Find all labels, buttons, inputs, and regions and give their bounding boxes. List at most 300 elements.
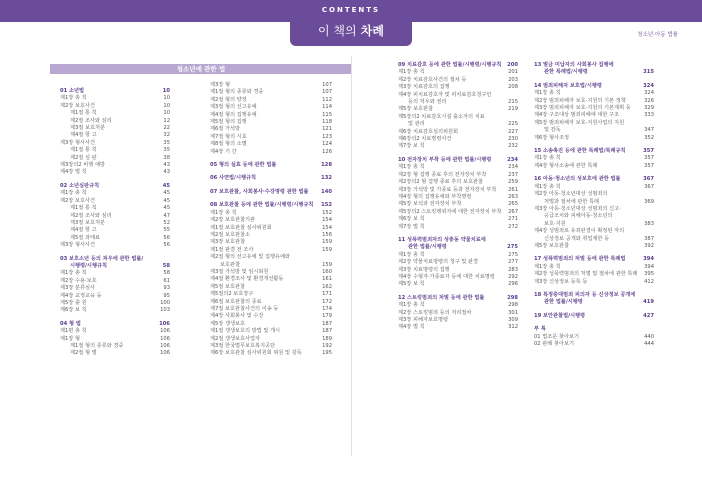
toc-page-number: 237 (508, 171, 518, 178)
toc-label: 관한 법률/시행령 (408, 244, 447, 251)
page-title (290, 22, 412, 39)
toc-page-number: 215 (508, 99, 518, 106)
toc-entry (398, 259, 518, 266)
toc-page-number: 189 (322, 335, 332, 342)
toc-page-number: 45 (163, 205, 170, 212)
toc-label: 제4장 교정교육 등 (60, 292, 102, 299)
toc-entry (398, 209, 518, 216)
toc-page-number: 357 (644, 155, 654, 162)
toc-label: 제5장 보호관찰 (398, 106, 434, 113)
toc-entry (534, 213, 654, 220)
toc-page-number: 298 (508, 302, 518, 309)
toc-label: 제1장 총 칙 (210, 209, 237, 216)
toc-page-number: 427 (643, 312, 654, 319)
toc-label: 10 전자장치 부착 등에 관한 법률/시행령 (398, 156, 492, 163)
toc-entry (60, 118, 170, 125)
toc-entry (60, 155, 170, 162)
toc-entry (398, 324, 518, 331)
toc-page-number: 10 (163, 102, 170, 109)
toc-page-number: 394 (643, 256, 654, 263)
toc-page-number (650, 206, 654, 213)
toc-page-number: 124 (322, 141, 332, 148)
toc-label: 제2장 보호관찰기관 (210, 217, 256, 224)
toc-label: 13 벌금 미납자의 사회봉사 집행에 (534, 62, 614, 68)
toc-label: 제6장 보 칙 (398, 216, 425, 223)
toc-entry (210, 276, 332, 283)
toc-page-number: 219 (508, 106, 518, 113)
toc-label: 시행령/시행규칙 (70, 262, 107, 269)
toc-entry (398, 310, 518, 317)
toc-label: 제2장 형 집행 종료 후의 전자장치 부착 (398, 171, 487, 178)
toc-page-number: 444 (644, 341, 654, 347)
toc-entry (60, 285, 170, 292)
toc-entry (60, 132, 170, 139)
toc-section (534, 69, 654, 76)
toc-page-number: 271 (508, 216, 518, 223)
toc-label: 제2장 범죄피해자 보호·지원의 기본 정책 (534, 97, 626, 104)
toc-page-number: 234 (507, 156, 518, 163)
toc-label: 제4장 구조대상 범죄피해에 대한 구조 (534, 112, 620, 119)
toc-entry (534, 228, 654, 235)
toc-page-number: 114 (322, 104, 332, 111)
toc-entry (60, 198, 170, 205)
toc-page-number: 55 (163, 227, 170, 234)
toc-label: 제4장 수형자·가종료자 등에 대한 치료명령 (398, 273, 495, 280)
toc-entry (210, 239, 332, 246)
toc-page-number: 132 (321, 175, 332, 182)
toc-label: 제4장 벌 칙 (398, 324, 425, 331)
toc-entry (398, 121, 518, 128)
toc-label: 17 성폭력범죄의 처벌 등에 관한 특례법 (534, 256, 626, 263)
toc-page-number: 230 (508, 136, 518, 143)
toc-page-number: 383 (644, 220, 654, 227)
toc-section (534, 256, 654, 263)
toc-entry (534, 98, 654, 105)
toc-label: 09 치료감호 등에 관한 법률/시행령/시행규칙 (398, 62, 502, 68)
toc-page-number: 283 (508, 266, 518, 273)
toc-page-number (650, 120, 654, 127)
toc-section (534, 299, 654, 306)
toc-entry (210, 217, 332, 224)
toc-page-number: 203 (508, 76, 518, 83)
toc-label: 01 소년법 (60, 88, 85, 94)
toc-section (398, 244, 518, 251)
top-right-note: 청소년·아동 법률 (637, 32, 678, 38)
toc-label: 제5절 보호관찰 (210, 283, 246, 290)
toc-page-number: 265 (508, 201, 518, 208)
toc-label: 제6장 치료감호심의위원회 (398, 128, 459, 135)
toc-page-number: 179 (322, 313, 332, 320)
toc-label: 제1장 총 칙 (398, 164, 425, 171)
toc-label: 제1절 판결 전 조사 (210, 246, 254, 253)
toc-entry (60, 147, 170, 154)
toc-page-number: 10 (163, 95, 170, 102)
toc-label: 제3장 분류심사 (60, 285, 96, 292)
toc-entry (534, 135, 654, 142)
toc-label: 04 형 법 (60, 320, 81, 327)
toc-page-number: 32 (163, 132, 170, 139)
toc-label: 제2장 보호사건 (60, 197, 96, 204)
toc-label: 제1장 총 칙 (60, 190, 87, 197)
toc-page-number (328, 254, 332, 261)
toc-page-number: 123 (322, 133, 332, 140)
toc-entry (398, 179, 518, 186)
toc-entry (60, 213, 170, 220)
toc-label: 제5장의2 스토킹행위자에 대한 전자장치 부착 (398, 208, 502, 215)
toc-page-number: 232 (508, 143, 518, 150)
toc-entry (534, 155, 654, 162)
toc-page-number: 128 (321, 162, 332, 169)
toc-entry (210, 225, 332, 232)
toc-page-number: 118 (322, 119, 332, 126)
toc-page-number: 347 (644, 127, 654, 134)
toc-entry (534, 127, 654, 134)
toc-section (210, 202, 332, 209)
toc-entry (60, 205, 170, 212)
toc-page-number: 275 (507, 244, 518, 251)
toc-page-number: 126 (322, 148, 332, 155)
toc-label: 보호·지원 (544, 220, 566, 227)
toc-page-number: 58 (163, 270, 170, 277)
toc-page-number: 171 (322, 291, 332, 298)
toc-label: 제4절 환경조사 및 환경개선활동 (210, 276, 284, 283)
toc-page-number: 35 (163, 139, 170, 146)
toc-entry (398, 172, 518, 179)
toc-page-number: 272 (508, 223, 518, 230)
toc-label: 제1장 총 칙 (398, 302, 425, 309)
toc-page-number: 412 (644, 278, 654, 285)
toc-page-number: 333 (644, 112, 654, 119)
toc-entry (60, 110, 170, 117)
toc-page-number: 263 (508, 193, 518, 200)
toc-page-number: 324 (644, 90, 654, 97)
toc-label: 제2장 성폭력범죄의 처벌 및 절차에 관한 특례 (534, 271, 638, 278)
toc-page-number: 201 (508, 69, 518, 76)
toc-entry (210, 210, 332, 217)
toc-page-number (650, 213, 654, 220)
toc-page-number: 192 (322, 343, 332, 349)
toc-label: 제2절 형 벌 (70, 350, 97, 357)
toc-label: 제4장 성범죄로 유죄판결이 확정된 자의 (534, 228, 625, 235)
toc-label: 제8절 형의 소멸 (210, 141, 247, 148)
toc-label: 제2절 조사와 심리 (70, 117, 112, 124)
toc-entry (534, 184, 654, 191)
toc-label: 등의 처우와 권리 (408, 99, 447, 106)
toc-page-number: 387 (644, 235, 654, 242)
toc-page-number: 298 (507, 294, 518, 301)
toc-section (60, 256, 170, 263)
toc-page-number: 357 (643, 148, 654, 155)
toc-label: 제3절 보호처분 (70, 125, 106, 132)
toc-column-4 (534, 56, 654, 348)
toc-entry (60, 270, 170, 277)
toc-entry (534, 90, 654, 97)
toc-label: 제7장 보 칙 (398, 143, 425, 150)
toc-label: 제1절 통 칙 (70, 110, 97, 117)
toc-entry (210, 141, 332, 148)
toc-label: 제6절 보호관찰의 종료 (210, 298, 262, 305)
toc-page-number: 312 (508, 324, 518, 331)
toc-label: 제4장 기 간 (210, 148, 237, 155)
toc-label: 제1절 형의 종류와 경중 (70, 343, 124, 349)
toc-label: 제4장 형사소송에 관한 특례 (534, 162, 598, 169)
toc-column-2 (210, 82, 332, 358)
toc-page-number: 392 (644, 242, 654, 249)
toc-page-number: 301 (508, 309, 518, 316)
toc-page-number: 261 (508, 186, 518, 193)
toc-section (534, 326, 654, 333)
toc-label: 신상정보 공개와 취업제한 등 (544, 235, 610, 242)
toc-label: 제3절 형의 선고유예 (210, 104, 257, 111)
toc-label: 제2장 스토킹범죄 등의 처리절차 (398, 309, 472, 316)
toc-entry (534, 334, 654, 341)
toc-page-number: 367 (643, 176, 654, 183)
toc-label: 제5장 보호관찰 (534, 242, 570, 249)
toc-entry (398, 69, 518, 76)
toc-section (534, 313, 654, 320)
toc-label: 관한 법률/시행령 (544, 299, 583, 306)
toc-entry (210, 350, 332, 357)
toc-label: 제1장 총 칙 (534, 183, 561, 190)
toc-label: 및 관리 (408, 121, 425, 128)
toc-label: 제7절 보호관찰사건의 이송 등 (210, 305, 279, 312)
toc-page-number: 172 (322, 298, 332, 305)
toc-label: 제2장 수용·보호 (60, 277, 97, 284)
toc-label: 제5장의2 치료감호시설 출소자의 치료 (398, 113, 485, 120)
toc-page-number: 93 (163, 285, 170, 292)
toc-page-number: 174 (322, 305, 332, 312)
toc-page-number: 208 (508, 84, 518, 91)
toc-label: 제4장 벌 칙 (60, 169, 87, 176)
toc-page-number: 100 (160, 299, 170, 306)
toc-label: 07 보호관찰, 사회봉사·수강명령 관한 법률 (210, 188, 309, 195)
toc-page-number: 225 (508, 121, 518, 128)
toc-page-number: 106 (160, 335, 170, 342)
toc-entry (210, 89, 332, 96)
toc-column-1 (60, 82, 170, 358)
toc-page-number: 357 (644, 162, 654, 169)
toc-page-number: 200 (507, 62, 518, 68)
toc-label: 제2절 형의 양정 (210, 96, 247, 103)
toc-label: 제1절 갱생보호의 방법 및 개시 (210, 328, 281, 335)
toc-section (210, 162, 332, 169)
toc-label: 제3장 치료감호의 집행 (398, 84, 450, 91)
toc-page-number: 106 (160, 328, 170, 335)
toc-label: 제3장 보호관찰 (210, 239, 246, 246)
toc-page-number: 159 (322, 246, 332, 253)
toc-label: 제1절 형의 종류와 경중 (210, 89, 264, 96)
toc-entry (210, 126, 332, 133)
toc-page-number: 440 (644, 333, 654, 340)
toc-page-number: 56 (163, 234, 170, 241)
toc-entry (398, 92, 518, 99)
toc-page-number: 324 (643, 82, 654, 89)
toc-label: 제1장 총 칙 (60, 95, 87, 102)
toc-section (534, 176, 654, 183)
toc-page-number: 187 (322, 328, 332, 335)
toc-label: 제2절 갱생보호사업자 (210, 335, 261, 342)
toc-label: 제5장 범죄피해자 보호·지원사업의 지원 (534, 119, 625, 126)
toc-label: 제1절 보호관찰 심사위원회 (210, 224, 272, 231)
toc-entry (398, 106, 518, 113)
toc-page-number: 154 (322, 224, 332, 231)
toc-label: 제3장 치료명령의 집행 (398, 266, 450, 273)
toc-page-number: 309 (508, 317, 518, 323)
toc-label: 제1절 통 칙 (70, 147, 97, 154)
toc-label: 제7절 형의 시효 (210, 133, 247, 140)
toc-column-3 (398, 56, 518, 332)
toc-entry (534, 279, 654, 286)
toc-label: 제5절의2 보호장구 (210, 291, 254, 298)
toc-label: 08 보호관찰 등에 관한 법률/시행령/시행규칙 (210, 202, 314, 209)
page-title-main: 차례 (360, 24, 384, 38)
toc-page-number: 195 (322, 350, 332, 357)
toc-label: 제1장 총 칙 (398, 251, 425, 258)
toc-page-number: 45 (162, 182, 170, 189)
toc-label: 19 보안관찰법/시행령 (534, 312, 586, 319)
toc-entry (60, 242, 170, 249)
toc-page-number: 292 (508, 273, 518, 280)
toc-entry (398, 201, 518, 208)
toc-label: 제2장의2 형 집행 종료 후의 보호관찰 (398, 179, 484, 186)
toc-page-number: 12 (163, 117, 170, 124)
toc-entry (534, 199, 654, 206)
toc-label: 제6장 보호관찰 심사위원회 위원 및 감독 (210, 350, 302, 357)
toc-entry (60, 190, 170, 197)
toc-page-number: 106 (159, 320, 170, 327)
toc-page-number: 329 (644, 105, 654, 112)
toc-page-number: 107 (322, 82, 332, 88)
toc-entry (534, 271, 654, 278)
toc-page-number: 394 (644, 263, 654, 270)
toc-label: 제4장 피치료감호자 및 피치료감호청구인 (398, 91, 492, 98)
toc-entry (398, 164, 518, 171)
toc-entry (210, 104, 332, 111)
toc-entry (60, 350, 170, 357)
toc-page-number: 22 (163, 125, 170, 132)
toc-label: 제3장의2 비행 예방 (60, 162, 105, 169)
toc-label: 제6장의2 치료명령사건 (398, 136, 452, 143)
toc-label: 03 보호소년 등의 처우에 관한 법률/ (60, 255, 144, 262)
toc-page-number: 267 (508, 208, 518, 215)
toc-page-number: 352 (644, 134, 654, 141)
toc-label: 보호관찰 (220, 261, 241, 268)
toc-label: 제4절 항 고 (70, 132, 97, 139)
toc-page-number: 152 (321, 202, 332, 209)
toc-page-number: 395 (644, 271, 654, 278)
toc-label: 제3장 형사사건 (60, 139, 96, 146)
toc-label: 18 특정중대범죄 피의자 등 신상정보 공개에 (534, 291, 636, 298)
toc-label: 제4절 형의 집행유예 (210, 111, 257, 118)
toc-label: 제2장 보호사건 (60, 102, 96, 109)
toc-page-number: 45 (163, 197, 170, 204)
toc-page-number: 296 (508, 281, 518, 288)
toc-label: 제3장 피해자보호명령 (398, 317, 449, 323)
toc-page-number: 159 (322, 261, 332, 268)
toc-label: 제4절 항 고 (70, 227, 97, 234)
toc-entry (60, 95, 170, 102)
toc-page-number: 162 (322, 283, 332, 290)
toc-label: 제3절 가석방 및 임시퇴원 (210, 268, 269, 275)
toc-page-number (650, 191, 654, 198)
toc-label: 제5절 형의 집행 (210, 119, 247, 126)
toc-label: 제1장 총 칙 (534, 155, 561, 162)
toc-label: 응급조치와 피해아동·청소년의 (544, 213, 613, 220)
toc-entry (398, 224, 518, 231)
toc-label: 제1절 통 칙 (70, 205, 97, 212)
toc-label: 02 소년심판규칙 (60, 182, 100, 189)
toc-label: 16 아동·청소년의 성보호에 관한 법률 (534, 176, 621, 183)
toc-entry (60, 235, 170, 242)
toc-label: 제3장 아동·청소년대상 성범죄의 신고· (534, 205, 621, 212)
toc-entry (210, 112, 332, 119)
toc-entry (60, 293, 170, 300)
toc-entry (534, 243, 654, 250)
toc-section (210, 175, 332, 182)
toc-page-number: 234 (508, 164, 518, 171)
toc-page-number (514, 114, 518, 121)
toc-page-number: 227 (508, 128, 518, 135)
toc-entry (60, 307, 170, 314)
toc-label: 부 록 (534, 326, 546, 333)
toc-page-number: 369 (644, 198, 654, 205)
toc-entry (398, 129, 518, 136)
toc-label: 제1장 총 칙 (398, 69, 425, 76)
toc-label: 06 사면법/시행규칙 (210, 175, 256, 182)
toc-entry (398, 281, 518, 288)
toc-page-number (650, 228, 654, 235)
toc-label: 02 판례 찾아보기 (534, 341, 574, 347)
toc-entry (534, 112, 654, 119)
toc-page-number: 38 (163, 154, 170, 161)
toc-section (210, 189, 332, 196)
toc-entry (534, 236, 654, 243)
toc-page-number: 154 (322, 217, 332, 224)
toc-page-number: 161 (322, 276, 332, 283)
toc-entry (398, 187, 518, 194)
toc-page-number: 45 (163, 190, 170, 197)
toc-page-number: 419 (643, 299, 654, 306)
toc-label: 15 소송촉진 등에 관한 특례법/특례규칙 (534, 148, 626, 155)
toc-label: 제5절 과태료 (70, 234, 101, 241)
toc-label: 제2장 약물치료명령의 청구 및 판결 (398, 259, 479, 266)
toc-page-number: 159 (322, 239, 332, 246)
toc-label: 12 스토킹범죄의 처벌 등에 관한 법률 (398, 294, 485, 301)
toc-entry (398, 143, 518, 150)
toc-label: 제3절 보호처분 (70, 219, 106, 226)
toc-label: 제6장 형사조정 (534, 134, 570, 141)
toc-page-number: 43 (163, 169, 170, 176)
toc-label: 제5장 갱생보호 (210, 320, 246, 327)
contents-label: CONTENTS (321, 6, 381, 14)
toc-page-number: 275 (508, 251, 518, 258)
toc-label: 제2장 아동·청소년대상 성범죄의 (534, 191, 608, 198)
toc-label: 제2절 형의 선고유예 및 집행유예와 (210, 254, 291, 261)
toc-entry (398, 267, 518, 274)
toc-page-number: 112 (322, 96, 332, 103)
toc-label: 05 형의 실효 등에 관한 법률 (210, 162, 277, 169)
toc-page-number: 10 (163, 110, 170, 117)
toc-label: 제4장 사회봉사 및 수강 (210, 313, 264, 320)
toc-page-number: 156 (322, 231, 332, 238)
toc-label: 제2절 조사와 심리 (70, 212, 112, 219)
toc-label: 제1장 총 칙 (534, 263, 561, 270)
toc-label: 제1장 형 (60, 335, 80, 342)
toc-label: 제3장 범죄피해자 보호·지원의 기본계획 등 (534, 105, 631, 112)
toc-label: 제5장 출 원 (60, 299, 87, 306)
toc-entry (60, 336, 170, 343)
toc-label: 제6절 가석방 (210, 126, 241, 133)
